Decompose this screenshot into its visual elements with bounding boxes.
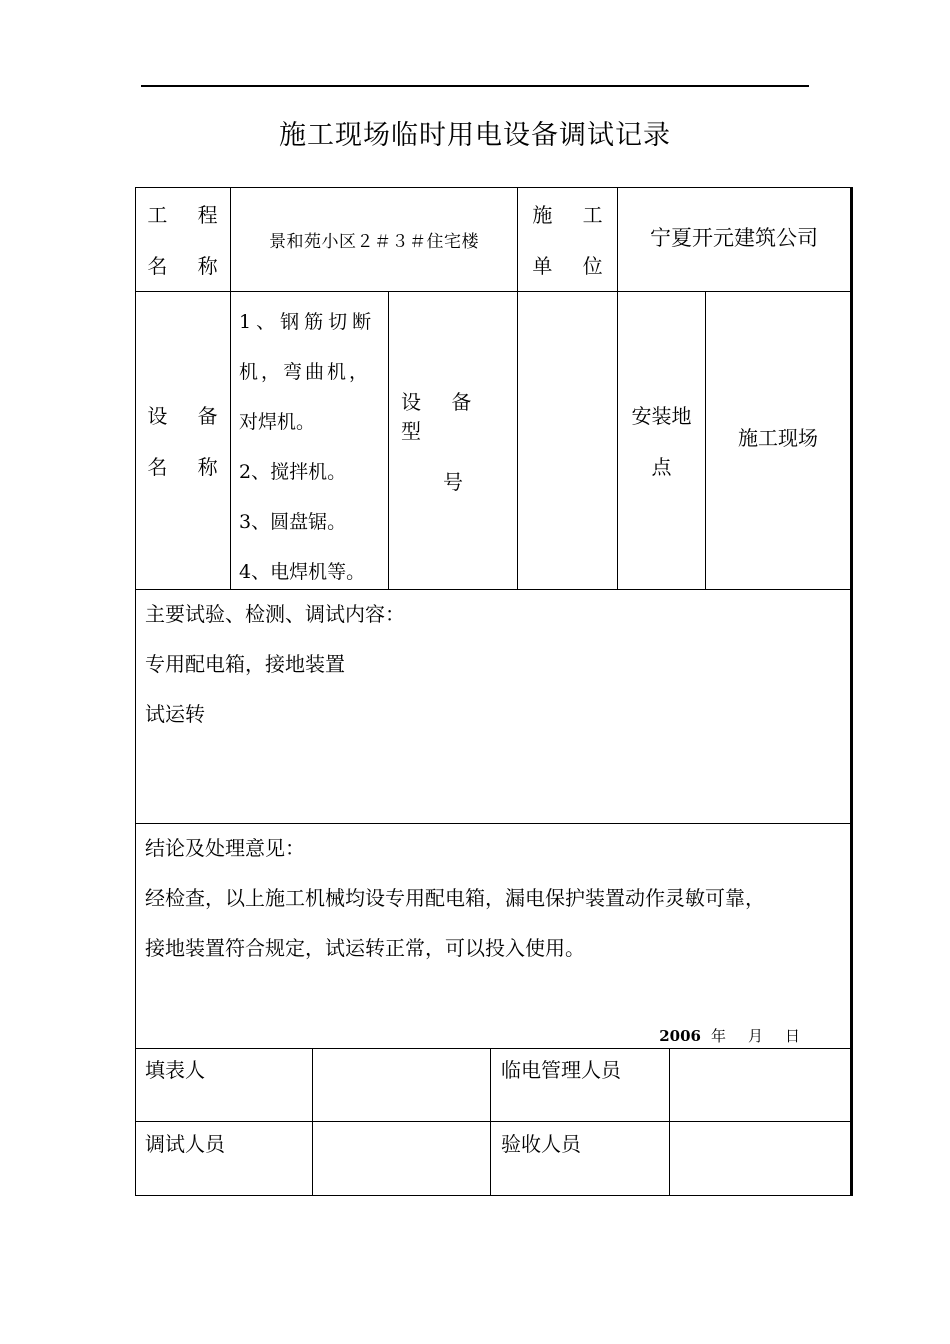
equipment-item: 2、搅拌机。 [239,461,347,483]
date-day-unit: 日 [784,1027,800,1045]
conclusion-section [145,823,835,973]
install-location-value: 施工现场 [738,425,818,450]
label-line: 设 备 [147,404,230,428]
label-line: 设 备 型 [401,389,484,443]
filler-signature-field[interactable] [313,1048,490,1121]
acceptor-label: 验收人员 [501,1132,581,1156]
conclusion-line: 接地装置符合规定，试运转正常，可以投入使用。 [145,936,585,960]
equipment-item: 对焊机。 [239,411,316,433]
equipment-item: 机，弯曲机， [239,361,372,383]
label-line: 号 [443,469,475,494]
col-divider [230,291,231,589]
tester-signature-field[interactable] [313,1122,490,1195]
equipment-item: 4、电焊机等。 [239,561,366,583]
test-content-heading: 主要试验、检测、调试内容： [145,602,405,626]
date-month-unit: 月 [747,1027,763,1045]
label-line: 名 称 [147,455,230,479]
label-line: 工 程 [147,203,230,227]
equipment-item: 3、圆盘锯。 [239,511,347,533]
equipment-item: 1、钢筋切断 [239,311,377,333]
table-border-bottom [135,1195,850,1196]
project-name-value: 景和苑小区２＃３＃住宅楼 [269,231,479,252]
test-content-line: 专用配电箱，接地装置 [145,652,345,676]
construction-unit-label [518,187,617,291]
date-year-unit: 年 [710,1027,726,1045]
record-form [135,187,850,1196]
construction-unit-value: 宁夏开元建筑公司 [650,226,818,250]
document-title: 施工现场临时用电设备调试记录 [279,120,671,151]
conclusion-line: 经检查，以上施工机械均设专用配电箱，漏电保护装置动作灵敏可靠， [145,886,765,910]
conclusion-date [659,1025,800,1046]
label-line: 名 称 [147,254,230,278]
manager-signature-field[interactable] [670,1048,850,1121]
equipment-list [239,297,389,597]
acceptor-signature-field[interactable] [670,1122,850,1195]
label-line: 安装地 [631,404,692,428]
date-year: 2006 [659,1027,701,1045]
conclusion-heading: 结论及处理意见： [145,836,305,860]
equipment-name-label [135,291,230,589]
equipment-model-value [518,291,617,589]
label-line: 点 [651,455,672,479]
label-line: 单 位 [532,254,615,278]
filler-label: 填表人 [145,1058,205,1082]
tester-label: 调试人员 [145,1132,225,1156]
manager-label: 临电管理人员 [501,1058,621,1082]
test-content-line: 试运转 [145,702,205,726]
project-name-label [135,187,230,291]
label-line: 施 工 [532,203,615,227]
test-content-section [145,589,835,739]
install-location-label [618,291,705,589]
top-rule [141,85,809,87]
equipment-model-label [389,291,517,589]
